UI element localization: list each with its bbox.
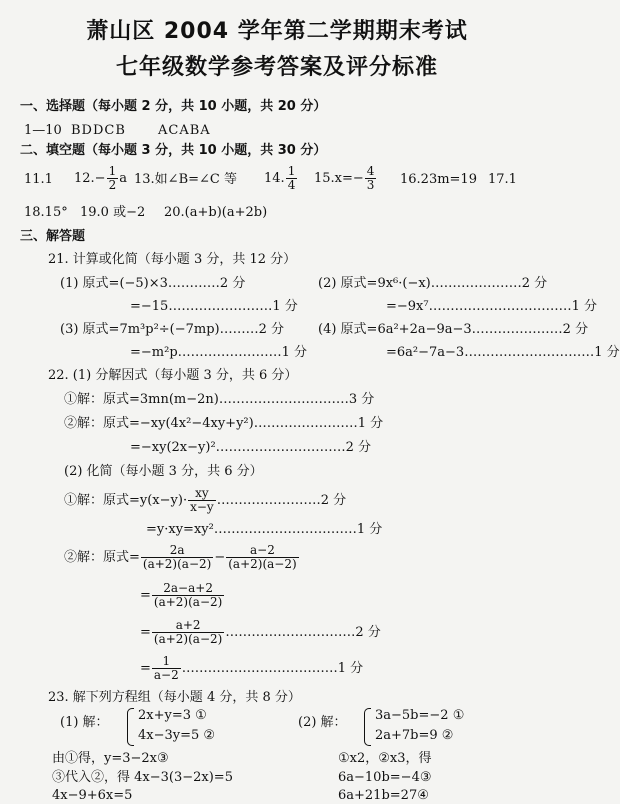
- q21-part2-line2: =−9x⁷……………………………1 分: [386, 299, 598, 314]
- fraction: [188, 487, 216, 514]
- q22-part2-answer1-line1: [64, 486, 346, 516]
- section-2-heading: 二、填空题（每小题 3 分，共 10 小题，共 30 分）: [20, 143, 327, 158]
- q21-part1-line1: (1) 原式=(−5)×3…………2 分: [60, 276, 246, 291]
- q22-part2-answer2-line1: [64, 542, 300, 574]
- section-3-heading: 三、解答题: [20, 229, 86, 244]
- q22-part2-answer1-line2: =y·xy=xy²……………………………1 分: [146, 522, 383, 537]
- fraction-numerator: 1: [152, 655, 181, 669]
- fraction: [141, 544, 213, 571]
- fill-answer-20: 20.(a+b)(a+2b): [164, 205, 268, 220]
- q23-part1-equation1: 2x+y=3 ①: [138, 708, 207, 723]
- q23-part1-step2: ③代入②，得 4x−3(3−2x)=5: [52, 770, 233, 785]
- fraction-denominator: (a+2)(a−2): [153, 632, 223, 646]
- fill-answer-15: [314, 165, 377, 193]
- fill-answer-17: 17.1: [488, 172, 517, 187]
- q23-part2-step2: 6a−10b=−4③: [338, 770, 432, 785]
- fill-answer-13: 13.如∠B=∠C 等: [134, 172, 237, 187]
- equals-sign: =: [140, 588, 151, 603]
- title-line-1: 萧山区 2004 学年第二学期期末考试: [86, 19, 468, 44]
- q22-part2-heading: (2) 化简（每小题 3 分，共 6 分）: [64, 464, 263, 479]
- left-brace: [127, 708, 134, 746]
- q22-part1-answer2-line2: =−xy(2x−y)²…………………………2 分: [130, 440, 372, 455]
- q23-part2-equation1: 3a−5b=−2 ①: [375, 708, 465, 723]
- title-line-2: 七年级数学参考答案及评分标准: [115, 55, 438, 80]
- q23-part2-step3: 6a+21b=27④: [338, 788, 429, 803]
- fraction-denominator: x−y: [190, 500, 214, 514]
- q23-part2-label: (2) 解：: [298, 715, 347, 730]
- fraction: [365, 165, 377, 192]
- fill-answer-19: 19.0 或−2: [80, 205, 146, 220]
- fraction: [152, 655, 181, 682]
- fill-answer-12: [74, 165, 127, 193]
- fraction-denominator: 4: [287, 178, 296, 192]
- fill-answer-11: 11.1: [24, 172, 53, 187]
- expression-suffix: ……………………2 分: [216, 493, 347, 508]
- fraction: [152, 619, 224, 646]
- left-brace: [364, 708, 371, 746]
- fraction: [286, 165, 298, 192]
- q23-heading: 23. 解下列方程组（每小题 4 分，共 8 分）: [48, 690, 301, 705]
- fraction-numerator: 1: [108, 164, 117, 178]
- fill-answer-16: 16.23m=19: [400, 172, 477, 187]
- fraction-numerator: 1: [287, 164, 296, 178]
- q21-part1-line2: =−15……………………1 分: [130, 299, 298, 314]
- choice-answers-6-10: ACABA: [158, 123, 211, 138]
- fraction-denominator: 2: [108, 178, 117, 192]
- expression-prefix: ②解：原式=: [64, 550, 140, 565]
- fraction-denominator: (a+2)(a−2): [153, 595, 223, 609]
- fraction-denominator: a−2: [153, 668, 179, 682]
- q21-heading: 21. 计算或化简（每小题 3 分，共 12 分）: [48, 252, 297, 267]
- fraction-numerator: xy: [188, 487, 216, 501]
- fraction-denominator: (a+2)(a−2): [228, 557, 297, 571]
- fraction: [107, 165, 119, 192]
- q23-part1-step3: 4x−9+6x=5: [52, 788, 133, 803]
- fraction-denominator: (a+2)(a−2): [142, 557, 212, 571]
- fill-answer-12-suffix: a: [119, 171, 127, 186]
- q22-part2-answer2-line4: [140, 653, 363, 685]
- choice-answers-range: 1—10: [24, 123, 62, 138]
- fill-answer-12-prefix: 12.−: [74, 171, 106, 186]
- fill-answer-14: [264, 165, 298, 193]
- q22-part1-answer1: ①解：原式=3mn(m−2n)…………………………3 分: [64, 392, 375, 407]
- fraction-numerator: a+2: [152, 619, 224, 633]
- q21-part4-line1: (4) 原式=6a²+2a−9a−3…………………2 分: [318, 322, 589, 337]
- choice-answers-1-5: BDDCB: [71, 123, 126, 138]
- fill-answer-15-prefix: 15.x=−: [314, 171, 364, 186]
- q23-part2-step1: ①x2，②x3，得: [338, 751, 432, 766]
- equals-sign: =: [140, 625, 151, 640]
- fraction-numerator: 2a−a+2: [152, 582, 224, 596]
- fraction: [226, 544, 298, 571]
- section-1-heading: 一、选择题（每小题 2 分，共 10 小题，共 20 分）: [20, 99, 327, 114]
- q21-part3-line2: =−m²p……………………1 分: [130, 345, 308, 360]
- expression-prefix: ①解：原式=y(x−y)·: [64, 493, 188, 508]
- fill-answer-14-prefix: 14.: [264, 171, 285, 186]
- q21-part4-line2: =6a²−7a−3…………………………1 分: [386, 345, 620, 360]
- fill-answer-18: 18.15°: [24, 205, 68, 220]
- q23-part1-equation2: 4x−3y=5 ②: [138, 728, 216, 743]
- q22-part1-answer2-line1: ②解：原式=−xy(4x²−4xy+y²)……………………1 分: [64, 416, 384, 431]
- q21-part2-line1: (2) 原式=9x⁶·(−x)…………………2 分: [318, 276, 548, 291]
- fraction-numerator: 4: [366, 164, 375, 178]
- q21-part3-line1: (3) 原式=7m³p²÷(−7mp)………2 分: [60, 322, 285, 337]
- fraction-numerator: a−2: [226, 544, 298, 558]
- q23-part1-label: (1) 解：: [60, 715, 109, 730]
- q23-part1-step1: 由①得，y=3−2x③: [52, 751, 169, 766]
- q22-part2-answer2-line3: [140, 617, 381, 649]
- fraction-denominator: 3: [366, 178, 375, 192]
- expression-suffix: ………………………………1 分: [181, 661, 364, 676]
- q23-part2-equation2: 2a+7b=9 ②: [375, 728, 454, 743]
- fraction-numerator: 2a: [141, 544, 213, 558]
- q22-heading: 22. (1) 分解因式（每小题 3 分，共 6 分）: [48, 368, 298, 383]
- expression-suffix: …………………………2 分: [225, 625, 381, 640]
- fraction: [152, 582, 224, 609]
- q22-part2-answer2-line2: [140, 580, 225, 612]
- equals-sign: =: [140, 661, 151, 676]
- minus-sign: −: [214, 550, 226, 565]
